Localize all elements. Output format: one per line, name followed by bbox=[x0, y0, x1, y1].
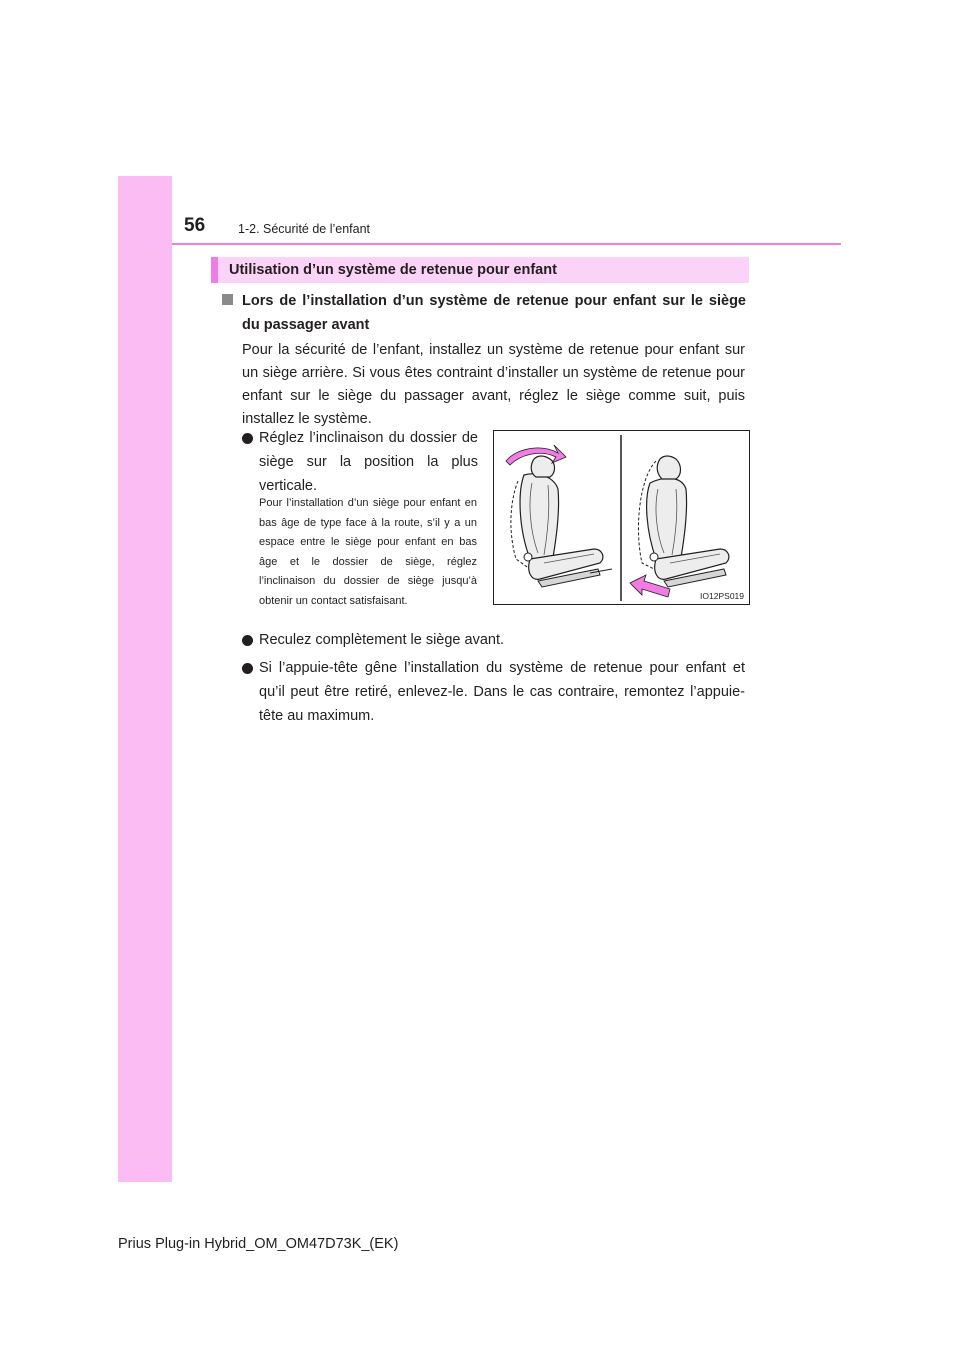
bullet-text: Réglez l’inclinaison du dossier de siège sur la position la plus verticale. bbox=[259, 430, 478, 494]
seat-adjustment-figure bbox=[493, 430, 750, 605]
seat-right-icon bbox=[630, 456, 729, 597]
figure-code: IO12PS019 bbox=[700, 591, 744, 601]
subsection-heading bbox=[222, 289, 746, 337]
bullet-text: Reculez complètement le siège avant. bbox=[259, 632, 505, 648]
subsection-heading-text: Lors de l’installation d’un système de retenue pour enfant sur le siège du passager avant bbox=[242, 293, 746, 333]
section-banner bbox=[211, 257, 749, 283]
seat-left-icon bbox=[506, 445, 612, 587]
header-rule bbox=[172, 243, 841, 245]
intro-paragraph: Pour la sécurité de l’enfant, installez un système de retenue pour enfant sur un siège arrière. Si vous êtes contraint d’installer un système de retenue pour enfant sur le siège du passager avant, réglez le siège comme suit, puis installez le système. bbox=[242, 342, 745, 427]
bullet-note: Pour l’installation d’un siège pour enfant en bas âge de type face à la route, s’il y a un espace entre le siège pour enfant en bas âge et le dossier de siège, réglez l’inclinaison du dossier de siège jusqu’à obtenir un contact satisfaisant. bbox=[259, 497, 477, 607]
seat-illustration bbox=[494, 431, 751, 606]
side-color-band bbox=[118, 176, 172, 1182]
bullet-item bbox=[242, 426, 478, 498]
bullet-text: Si l’appuie-tête gêne l’installation du système de retenue pour enfant et qu’il peut être retiré, enlevez-le. Dans le cas contraire, remontez l’appuie-tête au maximum. bbox=[259, 660, 745, 724]
square-bullet-icon bbox=[222, 294, 233, 305]
bullet-dot-icon bbox=[242, 635, 253, 646]
bullet-item bbox=[242, 628, 748, 652]
running-title: 1-2. Sécurité de l’enfant bbox=[238, 222, 371, 236]
footer-document-id: Prius Plug-in Hybrid_OM_OM47D73K_(EK) bbox=[118, 1236, 399, 1252]
section-title: Utilisation d’un système de retenue pour enfant bbox=[229, 262, 557, 278]
bullet-dot-icon bbox=[242, 663, 253, 674]
page-number: 56 bbox=[184, 215, 206, 236]
bullet-dot-icon bbox=[242, 433, 253, 444]
bullet-item bbox=[242, 656, 745, 728]
